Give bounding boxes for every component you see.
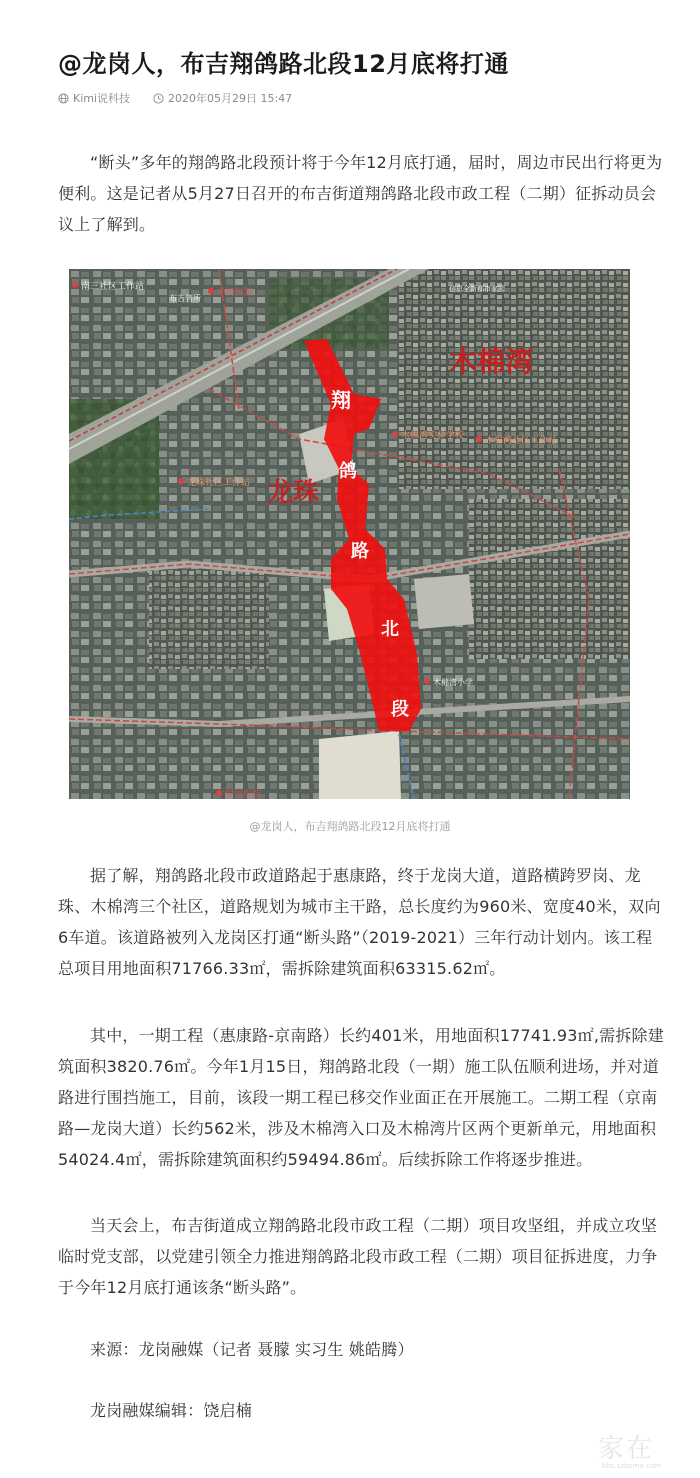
poi-label: 木棉湾小学 xyxy=(433,678,473,687)
road-char: 路 xyxy=(351,541,369,562)
poi-label: 木棉湾社区工作站 xyxy=(485,436,558,446)
clock-icon xyxy=(153,93,164,104)
site-watermark xyxy=(598,1428,698,1474)
poi-label: 信息全新都市家园 xyxy=(449,285,505,293)
road-char: 北 xyxy=(381,619,399,640)
datetime-text: 2020年05月29日 15:47 xyxy=(168,92,293,105)
paragraph-intro: “断头”多年的翔鸽路北段预计将于今年12月底打通，届时，周边市民出行将更为便利。这是记者从5月27日召开的布吉街道翔鸽路北段市政工程（二期）征拆动员会议上了解到。 xyxy=(58,153,663,234)
paragraph-body: 其中，一期工程（惠康路-京南路）长约401米，用地面积17741.93㎡,需拆除建筑面积3820.76㎡。今年1月15日，翔鸽路北段（一期）施工队伍顺利进场，并对道路进行围挡施工，目前，该段一期工程已移交作业面正在开展施工。二期工程（京南路—龙岗大道）长约562米，涉及木棉湾入口及木棉湾片区两个更新单元，用地面积54024.4㎡，需拆除建筑面积约59494.86㎡。后续拆除工作将逐步推进。 xyxy=(58,1026,664,1169)
paragraph-source-credit: 来源：龙岗融媒（记者 聂朦 实习生 姚皓腾） xyxy=(90,1340,414,1359)
article-source[interactable] xyxy=(58,90,130,106)
poi-label: 布吉管所 xyxy=(169,294,201,303)
paragraph-editor-credit: 龙岗融媒编辑：饶启楠 xyxy=(90,1401,253,1420)
poi-label: 中海医院 xyxy=(217,288,254,298)
aerial-map-image xyxy=(69,269,630,799)
road-char: 鸽 xyxy=(339,461,357,482)
district-label: 龙珠 xyxy=(267,478,320,508)
poi-label: 龙珠社区工作站 xyxy=(187,478,251,488)
figure-caption: @龙岗人，布吉翔鸽路北段12月底将打通 xyxy=(249,820,451,833)
poi-label: 木棉湾实验学校 xyxy=(401,431,465,441)
article-datetime xyxy=(153,90,292,106)
district-label: 木棉湾 xyxy=(449,345,534,378)
road-char: 段 xyxy=(391,699,409,720)
paragraph-body: 据了解，翔鸽路北段市政道路起于惠康路，终于龙岗大道，道路横跨罗岗、龙珠、木棉湾三个社区，道路规划为城市主干路，总长度约为960米、宽度40米，双向6车道。该道路被列入龙岗区打通“断头路”（2019-2021）三年行动计划内。该工程总项目用地面积71766.33㎡，需拆除建筑面积63315.62㎡。 xyxy=(58,866,661,978)
source-name: Kimi说科技 xyxy=(73,92,131,105)
paragraph-body: 当天会上，布吉街道成立翔鸽路北段市政工程（二期）项目攻坚组，并成立攻坚临时党支部，以党建引领全力推进翔鸽路北段市政工程（二期）项目征拆进度，力争于今年12月底打通该条“断头路”。 xyxy=(58,1216,658,1297)
watermark-url: bbs.szhome.com xyxy=(602,1462,662,1470)
road-char: 翔 xyxy=(331,388,351,412)
watermark-text: 家在 xyxy=(598,1434,655,1464)
article-title: @龙岗人，布吉翔鸽路北段12月底将打通 xyxy=(58,50,509,78)
poi-label: 南三社区工作站 xyxy=(81,282,145,292)
globe-icon xyxy=(58,93,69,104)
poi-label: 罗岗医院 xyxy=(225,790,262,799)
